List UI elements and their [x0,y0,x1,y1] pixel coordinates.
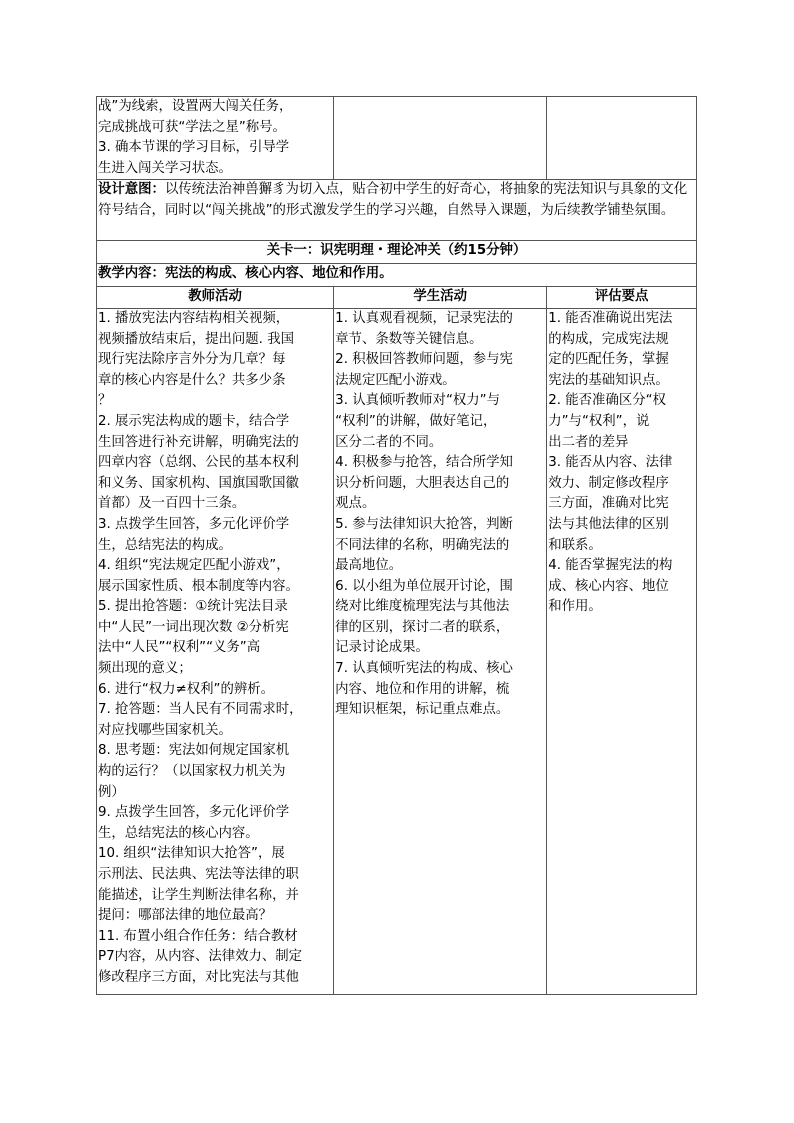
eval-points-cell [547,308,697,994]
text-line: 出二者的差异 [548,434,629,450]
text-line: 8. 思考题：宪法如何规定国家机 [98,743,290,759]
teaching-content-label: 教学内容： [98,266,165,282]
header-teacher: 教师活动 [97,287,334,309]
text-line: 对应找哪些国家机关。 [98,722,232,738]
teacher-activity-cell [97,308,334,994]
text-line: 5. 提出抢答题：①统计宪法目录 [98,599,288,615]
text-line: 四章内容（总纲、公民的基本权利 [98,455,299,471]
text-line: 绕对比维度梳理宪法与其他法 [335,599,510,615]
text-line: 完成挑战可获“学法之星”称号。 [98,119,286,135]
text-line: 理知识框架，标记重点难点。 [335,702,510,718]
design-intent-row [97,180,697,241]
text-line: 2. 展示宪法构成的题卡，结合学 [98,413,290,429]
text-line: “权利”的讲解，做好笔记， [335,413,497,429]
text-line: 6. 以小组为单位展开讨论，围 [335,578,513,594]
text-line: 记录讨论成果。 [335,640,429,656]
text-line: 2. 积极回答教师问题，参与宪 [335,352,513,368]
design-intent-label: 设计意图： [98,182,165,198]
text-line: 生回答进行补充讲解，明确宪法的 [98,434,299,450]
text-line: 首都）及一百四十三条。 [98,496,246,512]
continued-eval-cell [547,97,697,180]
text-line: 和联系。 [548,537,602,553]
text-line: 3. 确本节课的学习目标，引导学 [98,140,290,156]
text-line: 识分析问题，大胆表达自己的 [335,475,510,491]
text-line: 区分二者的不同。 [335,434,443,450]
text-line: 10. 组织“法律知识大抢答”，展 [98,846,285,862]
text-line: 观点。 [335,496,376,512]
activity-row [97,308,697,994]
text-line: 法中“人民”“权利”“义务”高 [98,640,261,656]
header-student: 学生活动 [334,287,547,309]
text-line: 效力、制定修改程序 [548,475,669,491]
text-line: 2. 能否准确区分“权 [548,393,666,409]
text-line: 能描述，让学生判断法律名称，并 [98,887,299,903]
text-line: 成、核心内容、地位 [548,578,669,594]
text-line: 生，总结宪法的构成。 [98,537,232,553]
continued-student-cell [334,97,547,180]
continued-row [97,97,697,180]
text-line: 3. 能否从内容、法律 [548,455,673,471]
level1-title: 关卡一：识宪明理・理论冲关（约15分钟） [97,241,697,264]
text-line: 不同法律的名称，明确宪法的 [335,537,510,553]
teaching-content-text: 宪法的构成、核心内容、地位和作用。 [164,266,393,282]
text-line: 战”为线索，设置两大闯关任务， [98,99,293,114]
design-intent-text: 以传统法治神兽獬豸为切入点，贴合初中学生的好奇心，将抽象的宪法知识与具象的文化符号结合，同时以“闯关挑战”的形式激发学生的学习兴趣，自然导入课题，为后续教学铺垫氛围。 [98,182,688,218]
text-line: 生，总结宪法的核心内容。 [98,825,259,841]
text-line: 频出现的意义； [98,661,192,677]
text-line: 中“人民”一词出现次数 ②分析宪 [98,619,289,635]
text-line: 4. 能否掌握宪法的构 [548,558,673,574]
text-line: 11. 布置小组合作任务：结合教材 [98,928,298,944]
text-line: 提问：哪部法律的地位最高？ [98,908,273,924]
student-activity-cell [334,308,547,994]
text-line: 宪法的基础知识点。 [548,372,669,388]
text-line: 最高地位。 [335,558,403,574]
text-line: 4. 积极参与抢答，结合所学知 [335,455,513,471]
text-line: 7. 认真倾听宪法的构成、核心 [335,661,513,677]
text-line: 律的区别，探讨二者的联系， [335,619,510,635]
text-line: 三方面，准确对比宪 [548,496,669,512]
text-line: 1. 播放宪法内容结构相关视频， [98,310,290,326]
text-line: 法规定匹配小游戏。 [335,372,456,388]
continued-teacher-cell [97,97,334,180]
header-row [97,287,697,309]
text-line: 4. 组织“宪法规定匹配小游戏”， [98,558,290,574]
teaching-content-row [97,264,697,287]
text-line: 5. 参与法律知识大抢答，判断 [335,516,513,532]
text-line: 1. 认真观看视频，记录宪法的 [335,310,513,326]
text-line: 和义务、国家机构、国旗国歌国徽 [98,475,299,491]
text-line: 章节、条数等关键信息。 [335,331,483,347]
text-line: 1. 能否准确说出宪法 [548,310,673,326]
text-line: 力”与“权利”，说 [548,413,650,429]
design-intent-cell [97,180,697,241]
text-line: 9. 点拨学生回答，多元化评价学 [98,805,290,821]
text-line: 例） [98,784,125,800]
text-line: 章的核心内容是什么？共多少条 [98,372,286,388]
lesson-plan-table [96,96,697,995]
text-line: 视频播放结束后，提出问题. 我国 [98,331,294,347]
text-line: 6. 进行“权力≠权利”的辨析。 [98,681,275,697]
text-line: 现行宪法除序言外分为几章？每 [98,352,286,368]
header-eval: 评估要点 [547,287,697,309]
text-line: 示刑法、民法典、宪法等法律的职 [98,867,299,882]
text-line: 和作用。 [548,599,602,615]
text-line: 定的匹配任务，掌握 [548,352,669,368]
teaching-content-cell [97,264,697,287]
text-line: ？ [98,393,112,409]
text-line: 的构成，完成宪法规 [548,331,669,347]
level1-title-row [97,241,697,264]
text-line: 生进入闯关学习状态。 [98,160,232,176]
text-line: 3. 点拨学生回答，多元化评价学 [98,516,290,532]
text-line: 法与其他法律的区别 [548,516,669,532]
text-line: 7. 抢答题：当人民有不同需求时， [98,702,303,718]
text-line: 修改程序三方面，对比宪法与其他 [98,969,299,985]
text-line: P7内容，从内容、法律效力、制定 [98,949,303,965]
text-line: 内容、地位和作用的讲解，梳 [335,681,510,697]
text-line: 构的运行？（以国家权力机关为 [98,764,286,780]
text-line: 3. 认真倾听教师对“权力”与 [335,393,500,409]
text-line: 展示国家性质、根本制度等内容。 [98,578,299,594]
